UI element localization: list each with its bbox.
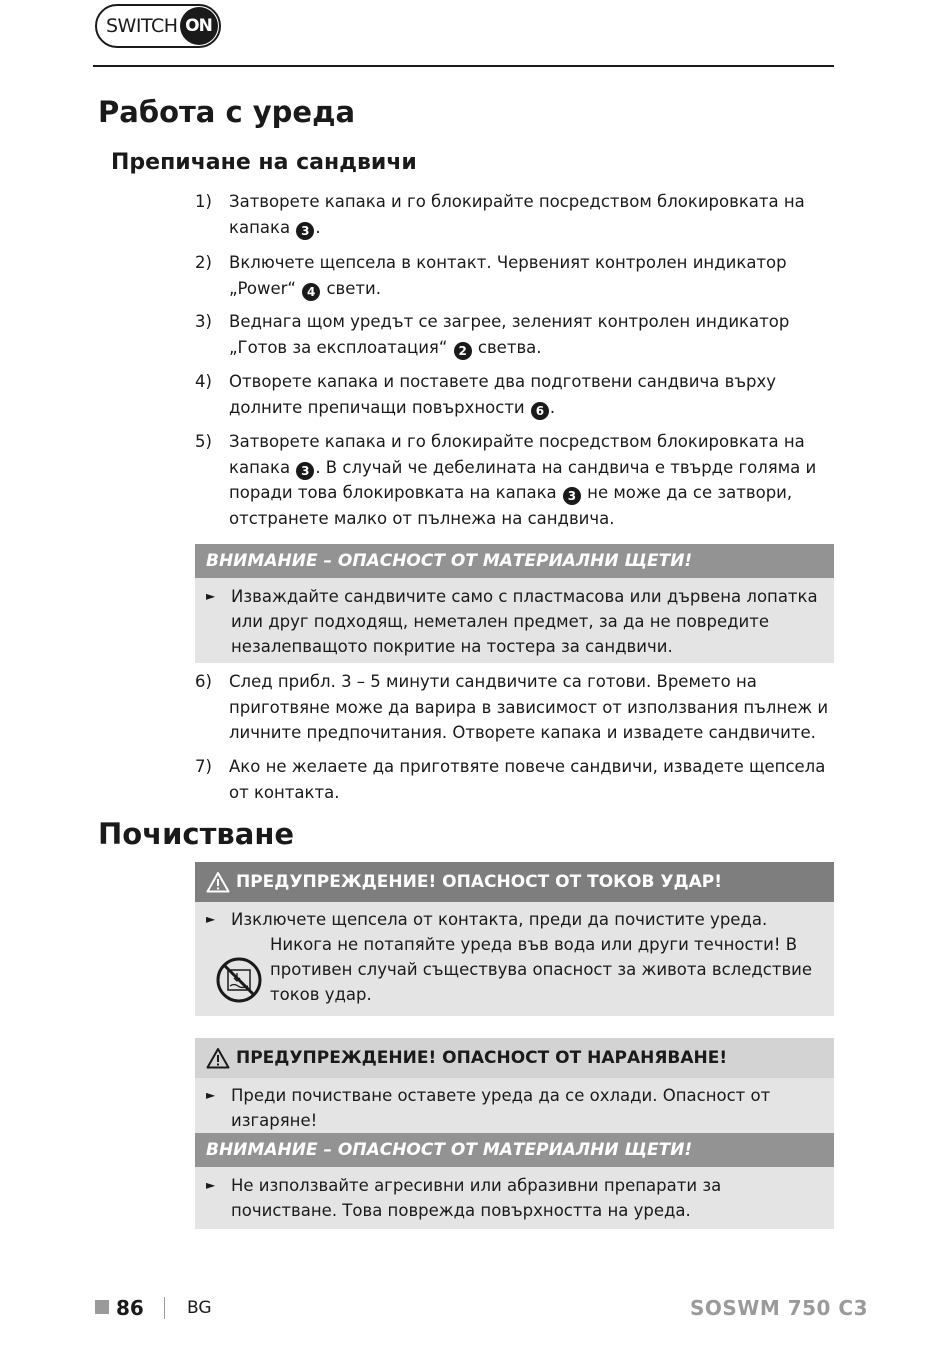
step-item bbox=[195, 754, 840, 805]
part-number-badge: 3 bbox=[296, 222, 314, 240]
step-text-fragment: Ако не желаете да приготвяте повече сандвичи, извадете щепсела от контакта. bbox=[229, 757, 826, 802]
warning-box-electric-shock bbox=[195, 862, 834, 1016]
step-text-fragment: Затворете капака и го блокирайте посредством блокировката на капака bbox=[229, 192, 805, 237]
part-number-badge: 3 bbox=[563, 487, 581, 505]
step-item bbox=[195, 669, 840, 746]
step-number: 7) bbox=[195, 757, 212, 776]
step-text bbox=[229, 309, 840, 360]
arrow-bullet-icon: ► bbox=[206, 912, 216, 926]
step-item bbox=[195, 369, 840, 420]
step-text-fragment: Веднага щом уредът се загрее, зеленият контролен индикатор „Готов за експлоатация“ bbox=[229, 312, 790, 357]
warning-heading bbox=[195, 1038, 834, 1078]
logo-text: SWITCH bbox=[106, 15, 178, 37]
step-text bbox=[229, 369, 840, 420]
model-number: SOSWM 750 C3 bbox=[689, 1296, 868, 1320]
notice-box-material-damage bbox=[195, 1133, 834, 1229]
warning-heading-text: ПРЕДУПРЕЖДЕНИЕ! ОПАСНОСТ ОТ ТОКОВ УДАР! bbox=[236, 872, 722, 892]
step-text-fragment: Включете щепсела в контакт. Червеният контролен индикатор „Power“ bbox=[229, 253, 787, 298]
step-number: 3) bbox=[195, 312, 212, 331]
subsection-title-toasting: Препичане на сандвичи bbox=[111, 150, 417, 175]
warning-triangle-icon bbox=[206, 1047, 230, 1069]
step-number: 2) bbox=[195, 253, 212, 272]
page-marker-square bbox=[95, 1300, 109, 1314]
logo-power-icon: ON bbox=[180, 7, 218, 45]
switchon-logo bbox=[95, 4, 221, 48]
arrow-bullet-icon: ► bbox=[206, 1178, 216, 1192]
notice-heading: ВНИМАНИЕ – ОПАСНОСТ ОТ МАТЕРИАЛНИ ЩЕТИ! bbox=[195, 1133, 834, 1167]
section-title-cleaning: Почистване bbox=[98, 817, 295, 851]
part-number-badge: 2 bbox=[454, 342, 472, 360]
section-title-operation: Работа с уреда bbox=[98, 95, 356, 129]
step-item bbox=[195, 250, 840, 301]
warning-box-injury bbox=[195, 1038, 834, 1137]
part-number-badge: 6 bbox=[531, 402, 549, 420]
step-text-fragment: свети. bbox=[321, 278, 382, 298]
step-text-fragment: . bbox=[315, 217, 321, 237]
arrow-bullet-icon: ► bbox=[206, 589, 216, 603]
warning-text: Преди почистване оставете уреда да се охлади. Опасност от изгаряне! bbox=[231, 1086, 771, 1130]
step-number: 4) bbox=[195, 372, 212, 391]
no-immersion-text: Никога не потапяйте уреда във вода или други течности! В противен случай съществува опасност за живота вследствие токов удар. bbox=[270, 935, 813, 1004]
step-text-fragment: Затворете капака и го блокирайте посредством блокировката на капака bbox=[229, 432, 805, 477]
notice-text: Изваждайте сандвичите само с пластмасова или дървена лопатка или друг подходящ, неметален предмет, за да не повредите незалепващото покритие на тостера за сандвичи. bbox=[231, 587, 818, 656]
header-rule bbox=[93, 65, 834, 67]
footer-divider bbox=[164, 1297, 165, 1319]
arrow-bullet-icon: ► bbox=[206, 1088, 216, 1102]
step-item bbox=[195, 429, 840, 531]
warning-heading bbox=[195, 862, 834, 902]
language-code: BG bbox=[187, 1298, 212, 1318]
step-number: 1) bbox=[195, 192, 212, 211]
step-text bbox=[229, 429, 840, 531]
step-text-fragment: . bbox=[549, 397, 556, 417]
step-text-fragment: не може да се затвори, отстранете малко от пълнежа на сандвича. bbox=[229, 483, 793, 528]
notice-box-material-damage bbox=[195, 544, 834, 663]
part-number-badge: 3 bbox=[296, 462, 314, 480]
no-immersion-icon bbox=[215, 956, 263, 1004]
step-text-fragment: светва. bbox=[472, 337, 542, 357]
step-number: 6) bbox=[195, 672, 212, 691]
warning-text: Изключете щепсела от контакта, преди да почистите уреда. bbox=[231, 910, 768, 929]
step-text bbox=[229, 754, 840, 805]
step-text bbox=[229, 669, 840, 746]
step-text-fragment: Отворете капака и поставете два подготвени сандвича върху долните препичащи повърхности bbox=[229, 372, 776, 417]
notice-text: Не използвайте агресивни или абразивни препарати за почистване. Това поврежда повърхността на уреда. bbox=[231, 1176, 722, 1220]
warning-bullet bbox=[195, 1083, 834, 1133]
part-number-badge: 4 bbox=[302, 283, 320, 301]
step-item bbox=[195, 309, 840, 360]
step-number: 5) bbox=[195, 432, 212, 451]
warning-triangle-icon bbox=[206, 871, 230, 893]
notice-bullet bbox=[195, 1173, 834, 1223]
warning-heading-text: ПРЕДУПРЕЖДЕНИЕ! ОПАСНОСТ ОТ НАРАНЯВАНЕ! bbox=[236, 1048, 728, 1068]
page-number: 86 bbox=[116, 1296, 144, 1320]
no-immersion-note bbox=[195, 932, 834, 1012]
step-text-fragment: След прибл. 3 – 5 минути сандвичите са готови. Времето на приготвяне може да варира в зависимост от използвания пълнеж и личните предпочитания. Отворете капака и извадете сандвичите. bbox=[229, 672, 829, 742]
warning-bullet bbox=[195, 907, 834, 932]
step-item bbox=[195, 189, 840, 240]
notice-bullet bbox=[195, 584, 834, 659]
step-text bbox=[229, 250, 840, 301]
step-text bbox=[229, 189, 840, 240]
step-text-fragment: . В случай че дебелината на сандвича е твърде голяма и поради това блокировката на капака bbox=[229, 457, 817, 502]
notice-heading: ВНИМАНИЕ – ОПАСНОСТ ОТ МАТЕРИАЛНИ ЩЕТИ! bbox=[195, 544, 834, 578]
